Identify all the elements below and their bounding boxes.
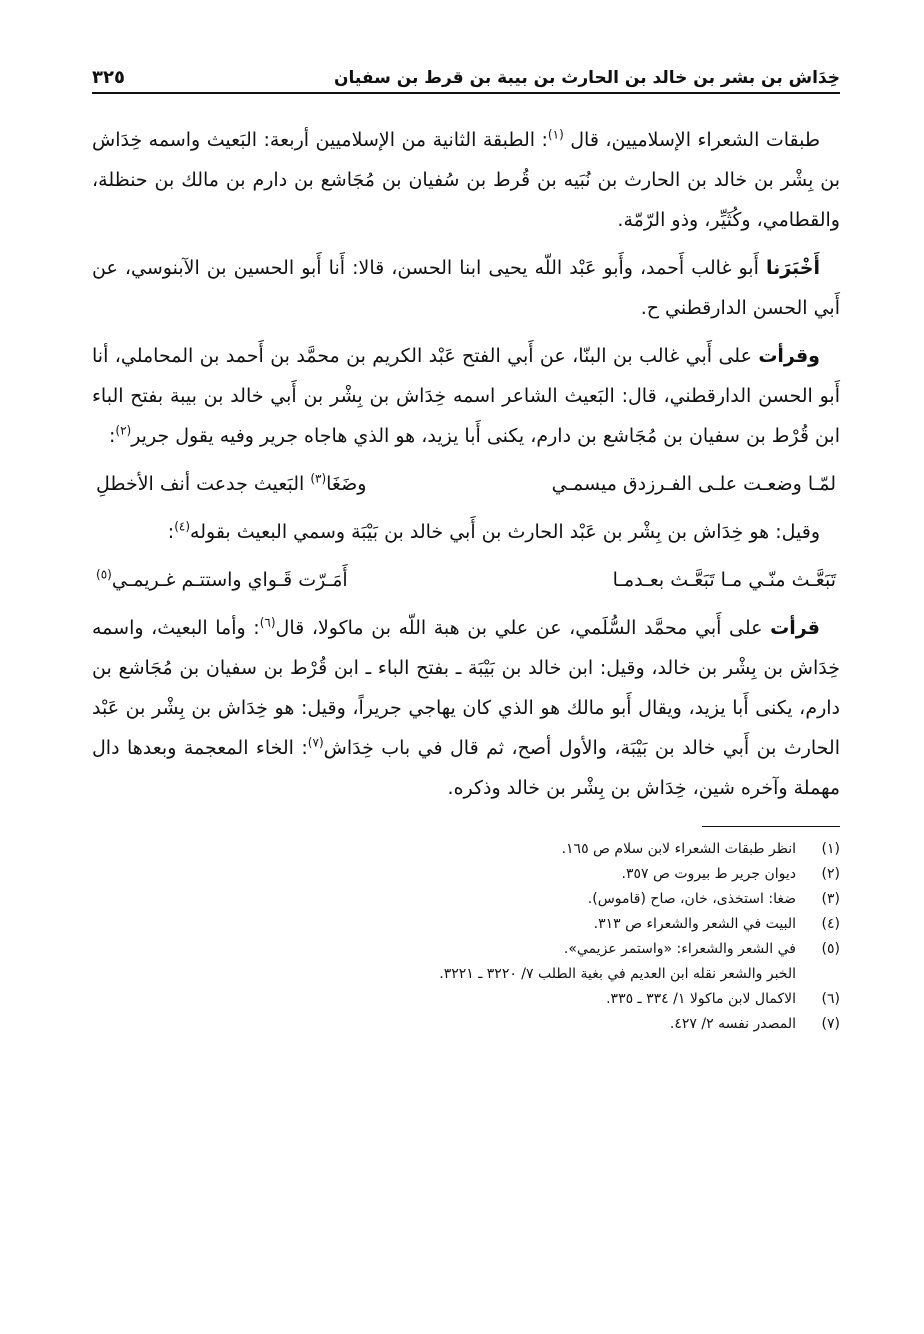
footnote-ref: (٧): [307, 735, 324, 750]
footnote-ref: (٤): [174, 519, 191, 534]
paragraph-4: وقيل: هو خِدَاش بن بِشْر بن عَبْد الحارث بن أَبي خالد بن بَيْبَة وسمي البعيث بقوله$^{(٤)}$:: [167, 519, 820, 543]
footnote-number: (٤): [821, 916, 840, 932]
footnote-divider: [702, 826, 840, 827]
paragraph-3: وقرأت على أَبي غالب بن البنّا، عن أَبي الفتح عَبْد الكريم بن محمَّد بن أَحمد بن المحاملي، أنا أَبو الحسن الدارقطني، قال: البَعيث الشاعر اسمه خِدَاش بن بِشْر بن أَبي خالد بن بيبة بفتح الباء ابن قُرْط بن سفيان بن مُجَاشع بن دارم، يكنى أَبا يزيد، هو الذي هاجاه جرير وفيه يقول جرير$^{(٢)}$:: [92, 345, 840, 447]
paragraph-5: قرأت على أَبي محمَّد السُّلَمي، عن علي بن هبة اللّه بن ماكولا، قال$^{(٦)}$: وأما البعيث، واسمه خِدَاش بن بِشْر بن خالد، وقيل: ابن خالد بن بَيْبَة ـ بفتح الباء ـ ابن قُرْط بن سفيان بن مُجَاشع بن دارم، يكنى أَبا يزيد، ويقال أَبو مالك هو الذي كان يهاجي جريراً، وقيل: هو خِدَاش بن بِشْر بن عَبْد الحارث بن أَبي خالد بن بَيْبَة، والأول أصح، ثم قال في باب خِدَاش$^{(٧)}$: الخاء المعجمة وبعدها دال مهملة وآخره شين، خِدَاش بن بِشْر بن خالد وذكره.: [92, 615, 840, 799]
footnote-number: (٧): [821, 1016, 840, 1032]
footnote-text: ضغا: استخذى، خان، صاح (قاموس).: [587, 891, 796, 907]
footnote-number: (٢): [821, 866, 840, 882]
footnote-item: [92, 837, 840, 862]
footnote-item: [92, 887, 840, 912]
footnote-item: [92, 937, 840, 987]
verse-hemistich: وضَغَا$^{(٣)}$ البَعيث جدعت أنف الأخطلِ: [96, 471, 367, 495]
footnote-number: (٣): [821, 891, 840, 907]
page-header: [92, 52, 840, 94]
paragraph-2: أَخْبَرَنا أَبو غالب أَحمد، وأَبو عَبْد اللّه يحيى ابنا الحسن، قالا: أَنا أَبو الحسين بن الآبنوسي، عن أَبي الحسن الدارقطني ح.: [92, 257, 840, 319]
footnote-number: (٥): [821, 941, 840, 957]
footnote-ref: (٣): [310, 471, 327, 486]
running-title: خِدَاش بن بشر بن خالد بن الحارث بن بيبة بن قرط بن سفيان: [334, 68, 840, 88]
lead-word: قرأت: [770, 617, 820, 639]
verse-hemistich: أَمَـرّت قَـواي واستتـم غـريمـي$^{(٥)}$: [96, 567, 348, 591]
footnote-item: [92, 987, 840, 1012]
footnote-number: (١): [821, 841, 840, 857]
footnote-item: [92, 1012, 840, 1037]
verse-1: [92, 464, 840, 504]
verse-hemistich: لمّـا وضعـت علـى الفـرزدق ميسمـي: [551, 473, 836, 495]
verse-hemistich: تَبَعَّـث منّـي مـا تَبَعَّـث بعـدمـا: [612, 569, 836, 591]
paragraph-1: طبقات الشعراء الإسلاميين، قال $^{(١)}$: الطبقة الثانية من الإسلاميين أربعة: البَعيث واسمه خِدَاش بن بِشْر بن خالد بن الحارث بن نُبَيه بن قُرط بن سُفيان بن مُجَاشع بن دارم بن مالك بن حنظلة، والقطامي، وكُثَيِّر، وذو الرّمّة.: [92, 127, 840, 231]
footnote-text: في الشعر والشعراء: «واستمر عزيمي».: [563, 941, 796, 957]
footnote-text: ديوان جرير ط بيروت ص ٣٥٧.: [621, 866, 796, 882]
book-page: [92, 52, 840, 1037]
lead-word: أَخْبَرَنا: [765, 257, 820, 279]
footnote-continuation: الخبر والشعر نقله ابن العديم في بغية الطلب ٧/ ٣٢٢٠ ـ ٣٢٢١.: [439, 966, 796, 982]
footnotes: [92, 837, 840, 1037]
footnote-item: [92, 862, 840, 887]
footnote-ref: (٦): [259, 615, 276, 630]
main-text: [92, 120, 840, 808]
footnote-text: البيت في الشعر والشعراء ص ٣١٣.: [593, 916, 796, 932]
lead-word: وقرأت: [758, 345, 820, 367]
footnote-ref: (٥): [96, 567, 112, 582]
footnote-ref: (١): [547, 127, 564, 142]
footnote-text: انظر طبقات الشعراء لابن سلام ص ١٦٥.: [561, 841, 796, 857]
footnote-number: (٦): [821, 991, 840, 1007]
footnote-ref: (٢): [115, 423, 132, 438]
footnote-item: [92, 912, 840, 937]
verse-2: [92, 560, 840, 600]
page-number: ٣٢٥: [92, 67, 125, 88]
footnote-text: المصدر نفسه ٢/ ٤٢٧.: [669, 1016, 796, 1032]
footnote-text: الاكمال لابن ماكولا ١/ ٣٣٤ ـ ٣٣٥.: [606, 991, 796, 1007]
